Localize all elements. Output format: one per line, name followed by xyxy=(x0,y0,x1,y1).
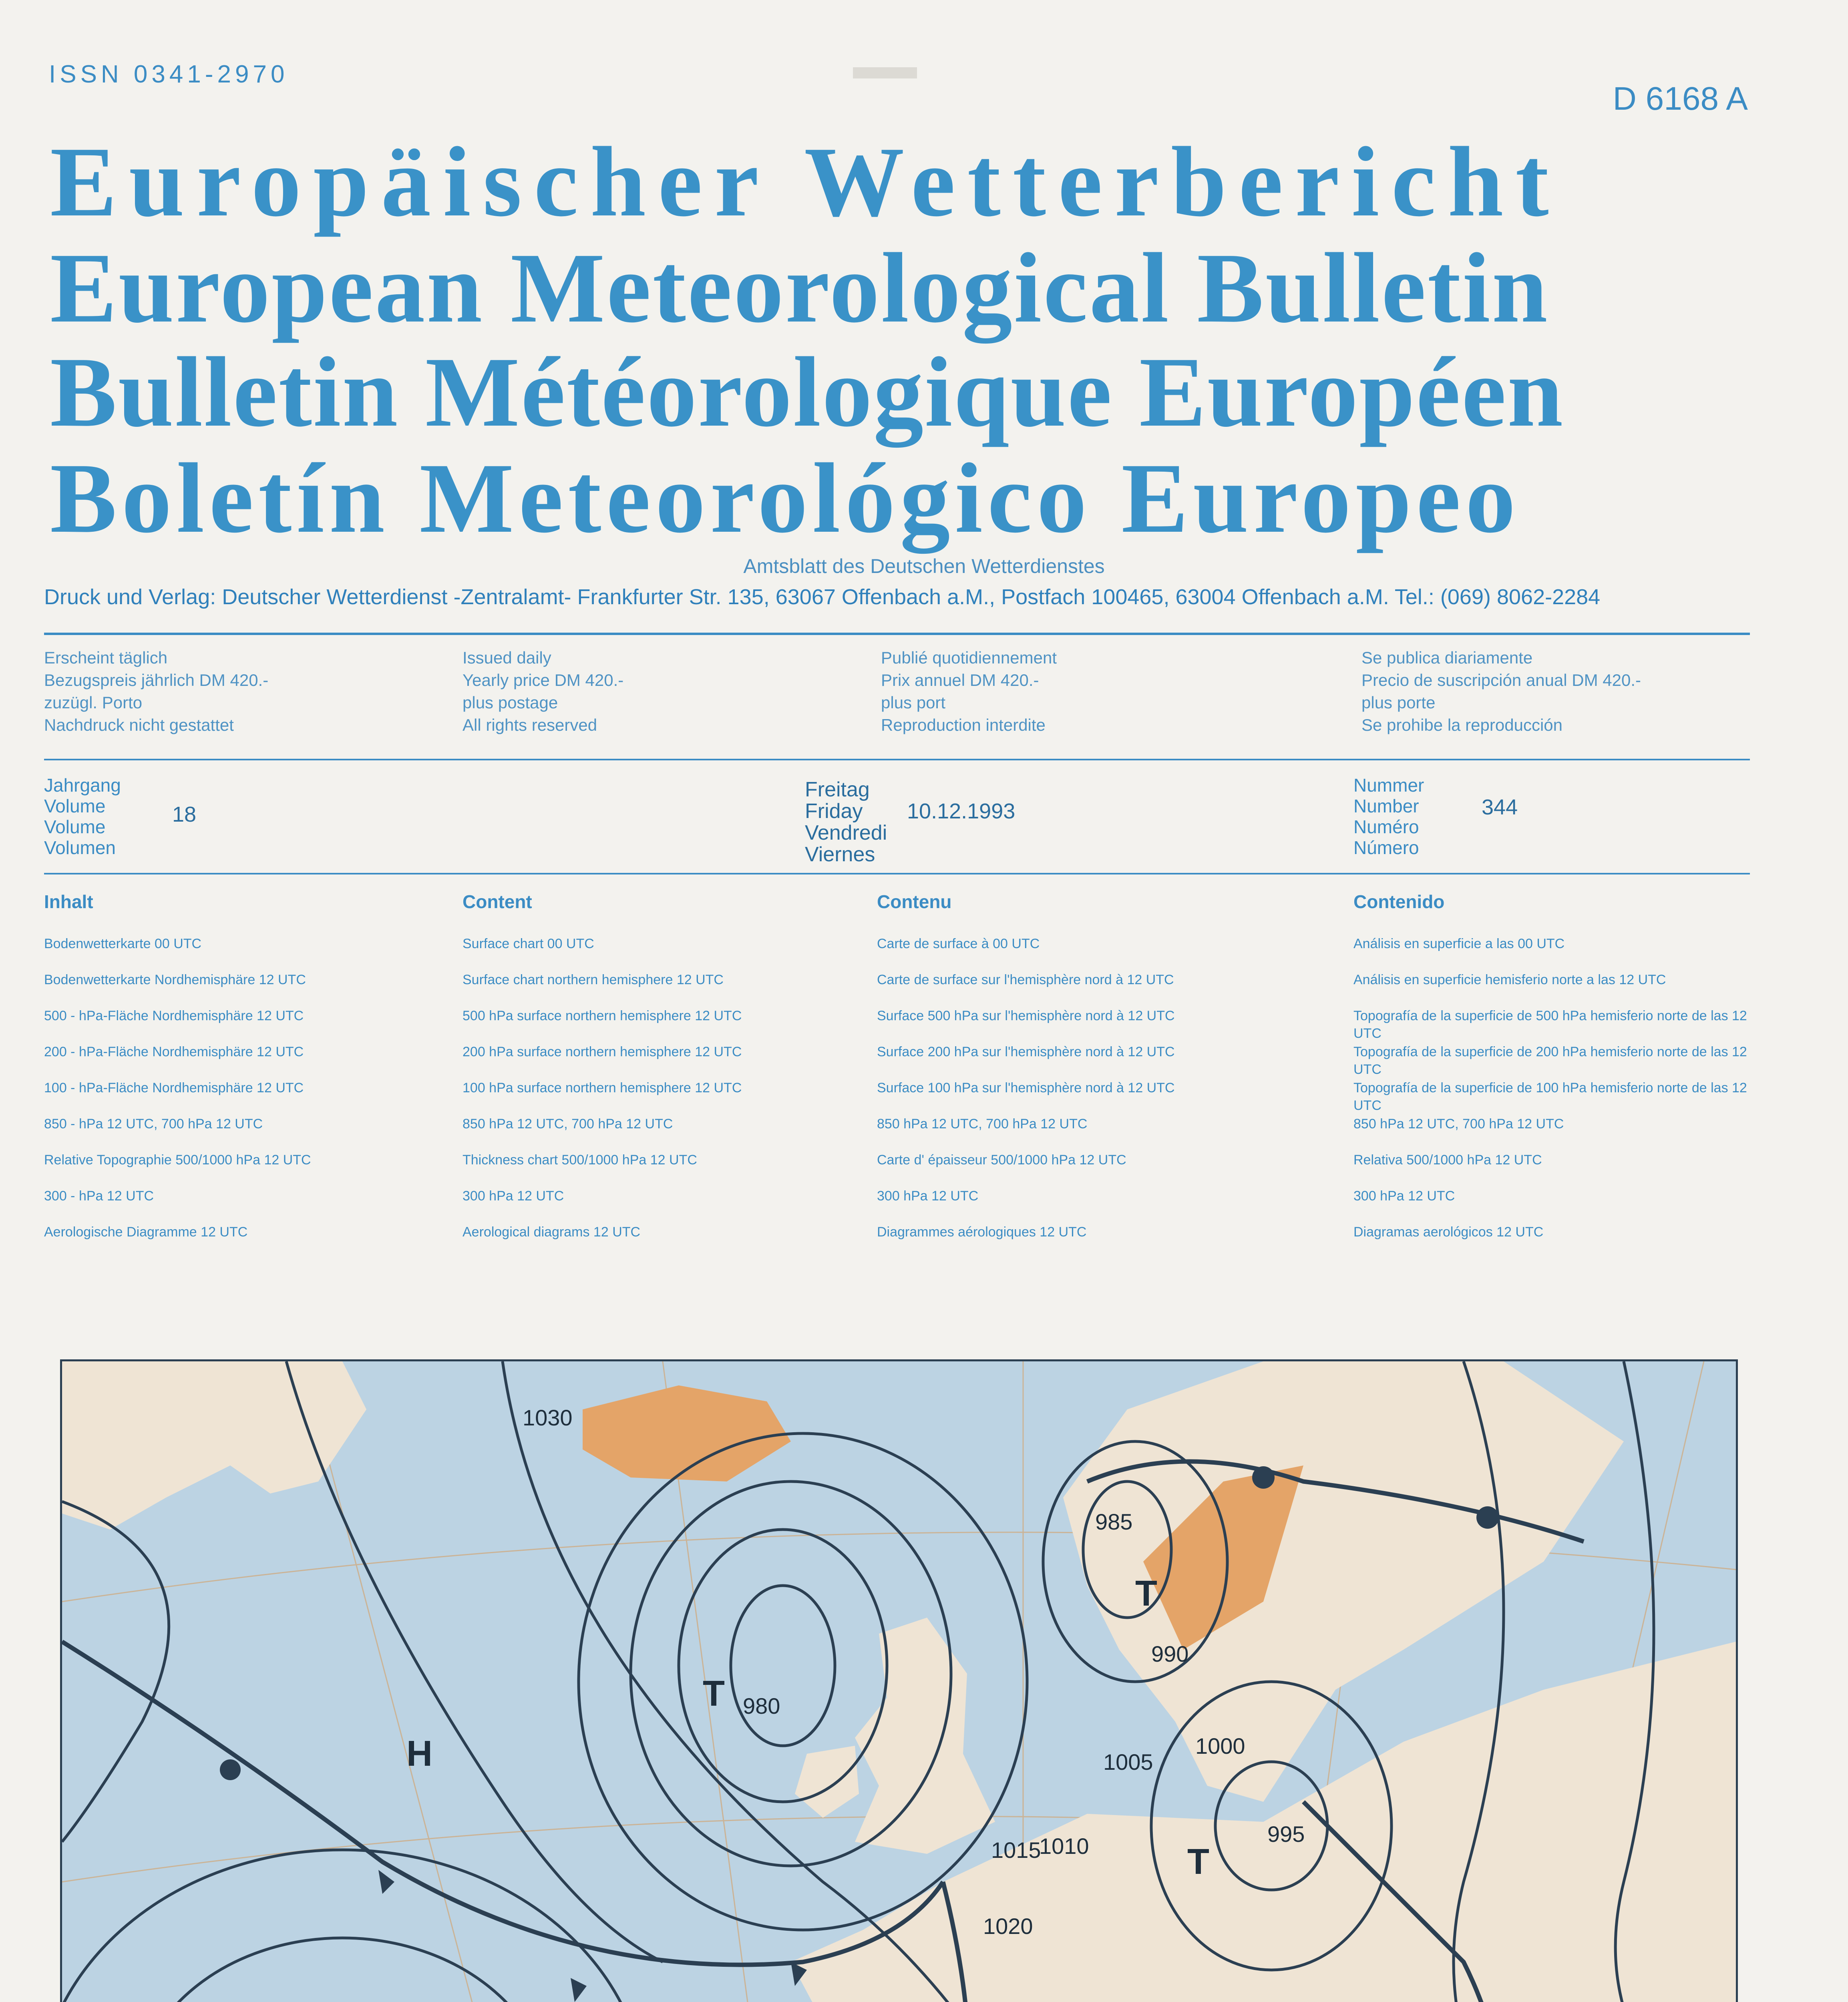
title-spanish: Boletín Meteorológico Europeo xyxy=(50,443,1520,554)
contents-cell: Surface chart 00 UTC xyxy=(463,936,594,951)
contents-cell: 200 hPa surface northern hemisphere 12 UTC xyxy=(463,1044,742,1059)
contents-cell: 300 hPa 12 UTC xyxy=(463,1188,564,1204)
isobar-label: 990 xyxy=(1151,1641,1189,1666)
title-english: European Meteorological Bulletin xyxy=(50,233,1549,344)
isobar-label: 1000 xyxy=(1195,1733,1245,1759)
publication-code: D 6168 A xyxy=(1613,80,1748,117)
contents-header-fr: Contenu xyxy=(877,891,952,912)
divider xyxy=(44,633,1750,635)
isobar-label: 1010 xyxy=(1039,1833,1089,1859)
contents-cell: Aerological diagrams 12 UTC xyxy=(463,1224,641,1240)
official-gazette-line: Amtsblatt des Deutschen Wetterdienstes xyxy=(743,555,1105,577)
contents-cell: 850 hPa 12 UTC, 700 hPa 12 UTC xyxy=(463,1116,673,1132)
title-german: Europäischer Wetterbericht xyxy=(50,127,1561,237)
isobar-label: 1005 xyxy=(1103,1749,1153,1775)
contents-cell: Análisis en superficie a las 00 UTC xyxy=(1353,936,1565,951)
title-french: Bulletin Météorologique Européen xyxy=(50,337,1564,448)
contents-cell: Thickness chart 500/1000 hPa 12 UTC xyxy=(463,1152,697,1168)
contents-cell: 500 - hPa-Fläche Nordhemisphäre 12 UTC xyxy=(44,1008,304,1023)
surface-chart-map xyxy=(60,1359,1738,2002)
contents-cell: 500 hPa surface northern hemisphere 12 UTC xyxy=(463,1008,742,1023)
stamp-mark xyxy=(853,67,917,78)
contents-header-de: Inhalt xyxy=(44,891,93,912)
contents-cell: 850 hPa 12 UTC, 700 hPa 12 UTC xyxy=(1353,1116,1564,1132)
isobar-label: 980 xyxy=(743,1693,780,1719)
contents-cell: Bodenwetterkarte Nordhemisphäre 12 UTC xyxy=(44,972,306,987)
contents-cell: Topografía de la superficie de 100 hPa hemisferio norte de las 12 UTC xyxy=(1353,1080,1747,1113)
low-pressure-center: T xyxy=(1187,1842,1209,1882)
contents-cell: Surface 500 hPa sur l'hemisphère nord à 12 UTC xyxy=(877,1008,1175,1023)
weekday-labels: Freitag Friday Vendredi Viernes xyxy=(805,778,887,866)
contents-cell: Relativa 500/1000 hPa 12 UTC xyxy=(1353,1152,1542,1168)
contents-cell: Relative Topographie 500/1000 hPa 12 UTC xyxy=(44,1152,311,1168)
number-labels: Nummer Number Numéro Número xyxy=(1353,775,1424,858)
volume-labels: Jahrgang Volume Volume Volumen xyxy=(44,775,121,858)
subscription-english: Issued daily Yearly price DM 420.- plus postage All rights reserved xyxy=(463,648,624,734)
contents-cell: 100 - hPa-Fläche Nordhemisphäre 12 UTC xyxy=(44,1080,304,1095)
high-pressure-center: H xyxy=(406,1734,432,1774)
isobar-label: 1020 xyxy=(983,1914,1033,1939)
contents-cell: Aerologische Diagramme 12 UTC xyxy=(44,1224,248,1240)
contents-cell: Surface 100 hPa sur l'hemisphère nord à 12 UTC xyxy=(877,1080,1175,1095)
isobar-label: 995 xyxy=(1267,1821,1305,1847)
contents-cell: Diagramas aerológicos 12 UTC xyxy=(1353,1224,1544,1240)
weather-map-svg xyxy=(62,1361,1736,2002)
isobar-label: 1015 xyxy=(991,1837,1041,1863)
contents-cell: Diagrammes aérologiques 12 UTC xyxy=(877,1224,1087,1240)
isobar-label: 985 xyxy=(1095,1509,1133,1534)
contents-cell: Carte de surface à 00 UTC xyxy=(877,936,1040,951)
contents-cell: Carte de surface sur l'hemisphère nord à 12 UTC xyxy=(877,972,1174,987)
contents-cell: Topografía de la superficie de 500 hPa hemisferio norte de las 12 UTC xyxy=(1353,1008,1747,1041)
issue-date: 10.12.1993 xyxy=(907,799,1015,823)
contents-table xyxy=(44,891,1750,1251)
contents-cell: Carte d' épaisseur 500/1000 hPa 12 UTC xyxy=(877,1152,1126,1168)
contents-cell: 850 hPa 12 UTC, 700 hPa 12 UTC xyxy=(877,1116,1088,1132)
volume-value: 18 xyxy=(172,802,197,826)
publisher-line: Druck und Verlag: Deutscher Wetterdienst -Zentralamt- Frankfurter Str. 135, 63067 Offenbach a.M., Postfach 100465, 63004 Offenbach a.M. Tel.: (069) 8062-2284 xyxy=(44,585,1601,609)
contents-header-es: Contenido xyxy=(1353,891,1445,912)
contents-cell: Bodenwetterkarte 00 UTC xyxy=(44,936,202,951)
contents-cell: 200 - hPa-Fläche Nordhemisphäre 12 UTC xyxy=(44,1044,304,1059)
divider xyxy=(44,873,1750,874)
contents-header-en: Content xyxy=(463,891,532,912)
contents-cell: 100 hPa surface northern hemisphere 12 UTC xyxy=(463,1080,742,1095)
contents-cell: Surface chart northern hemisphere 12 UTC xyxy=(463,972,724,987)
low-pressure-center: T xyxy=(703,1674,725,1714)
subscription-spanish: Se publica diariamente Precio de suscripción anual DM 420.- plus porte Se prohibe la reproducción xyxy=(1361,648,1641,734)
contents-cell: Análisis en superficie hemisferio norte a las 12 UTC xyxy=(1353,972,1666,987)
contents-cell: 300 - hPa 12 UTC xyxy=(44,1188,154,1204)
issue-number: 344 xyxy=(1482,795,1518,819)
isobar-label: 1030 xyxy=(523,1405,573,1430)
contents-cell: 850 - hPa 12 UTC, 700 hPa 12 UTC xyxy=(44,1116,263,1132)
contents-cell: 300 hPa 12 UTC xyxy=(877,1188,979,1204)
low-pressure-center: T xyxy=(1135,1574,1157,1614)
issn-number: ISSN 0341-2970 xyxy=(49,60,289,88)
subscription-french: Publié quotidiennement Prix annuel DM 420.- plus port Reproduction interdite xyxy=(881,648,1057,734)
contents-cell: Topografía de la superficie de 200 hPa hemisferio norte de las 12 UTC xyxy=(1353,1044,1747,1077)
contents-cell: 300 hPa 12 UTC xyxy=(1353,1188,1455,1204)
contents-cell: Surface 200 hPa sur l'hemisphère nord à 12 UTC xyxy=(877,1044,1175,1059)
subscription-german: Erscheint täglich Bezugspreis jährlich DM 420.- zuzügl. Porto Nachdruck nicht gestattet xyxy=(44,648,269,734)
divider xyxy=(44,759,1750,760)
